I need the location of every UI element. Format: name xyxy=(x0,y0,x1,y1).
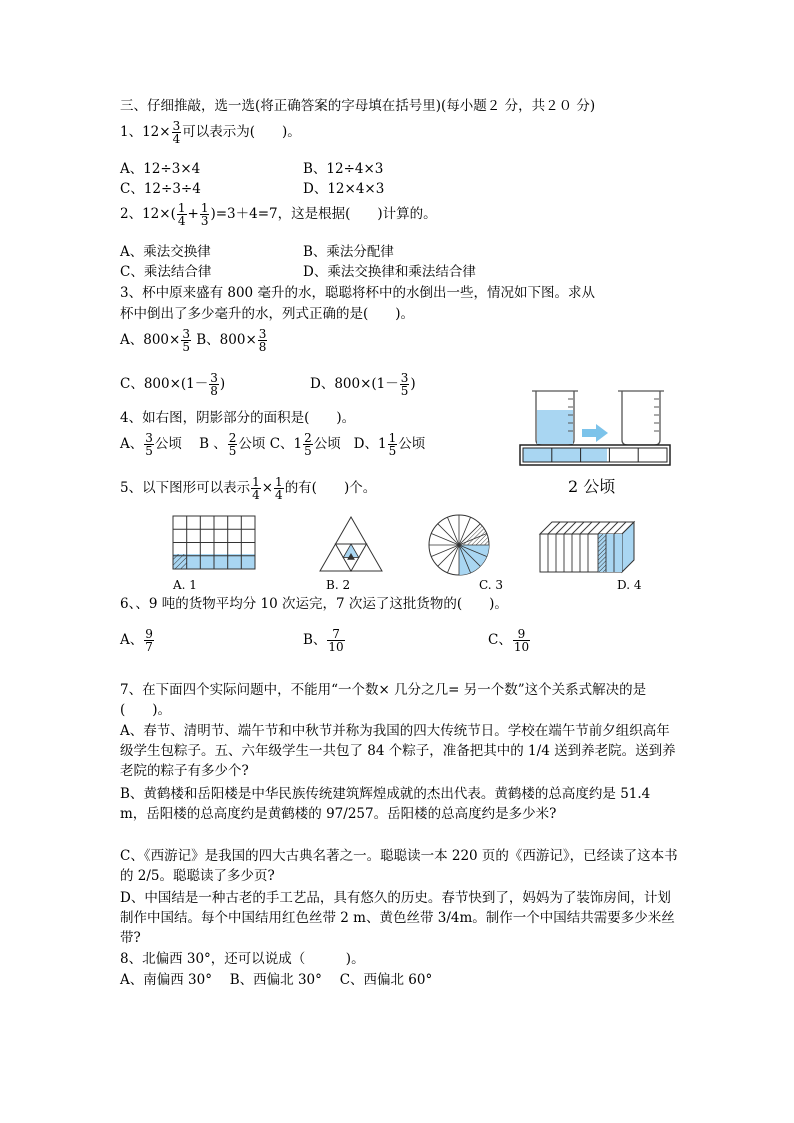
q6-option-c: C、 $\frac{9}{10}$ xyxy=(488,627,530,654)
figure-b-triangle xyxy=(318,515,384,573)
q4-options: A、 $\frac{3}{5}$ 公顷 B 、 $\frac{2}{5}$ 公顷 C、1 $\frac{2}{5}$ 公顷 D、1 $\frac{1}{5}$ 公顷 xyxy=(120,431,426,458)
question-1-stem: 1、12× $\frac{3}{4}$ 可以表示为( )。 xyxy=(120,119,301,146)
fraction: $\frac{1}{4}$ xyxy=(275,475,283,502)
q7-option-b: B、黄鹤楼和岳阳楼是中华民族传统建筑辉煌成就的杰出代表。黄鹤楼的总高度约是 51.4 m，岳阳楼的总高度约是黄鹤楼的 97/257。岳阳楼的总高度约是多少米? xyxy=(120,786,651,822)
fraction: $\frac{1}{5}$ xyxy=(388,431,397,458)
question-3-line1: 3、杯中原来盛有 800 毫升的水，聪聪将杯中的水倒出一些，情况如下图。求从 xyxy=(120,285,595,301)
section-title: 三、仔细推敲，选一选(将正确答案的字母填在括号里)(每小题２ 分，共２０ 分) xyxy=(120,98,596,114)
question-7-stem: 7、在下面四个实际问题中，不能用“一个数× 几分之几= 另一个数”这个关系式解决的是( )。 xyxy=(120,682,647,718)
q7-option-a: A、春节、清明节、端午节和中秋节并称为我国的四大传统节日。学校在端午节前夕组织高年级学生包粽子。五、六年级学生一共包了 84 个粽子，准备把其中的 1/4 送到养老院。送到养老院的粽子有多少个? xyxy=(120,723,676,779)
q1-option-a: A、12÷3×4 xyxy=(120,161,201,177)
question-5-stem: 5、以下图形可以表示 $\frac{1}{4}$ × $\frac{1}{4}$ 的有( )个。 xyxy=(120,475,377,502)
fraction: $\frac{3}{8}$ xyxy=(210,371,218,398)
fraction: $\frac{2}{5}$ xyxy=(304,431,312,458)
question-2-stem: 2、12×( $\frac{1}{4}$ + $\frac{1}{3}$ )=3＋4=7，这是根据( )计算的。 xyxy=(120,201,437,228)
fraction: $\frac{3}{5}$ xyxy=(400,371,409,398)
question-4-stem: 4、如右图，阴影部分的面积是( )。 xyxy=(120,410,356,426)
caption-b: B. 2 xyxy=(326,578,351,592)
caption-a: A. 1 xyxy=(173,578,197,592)
fraction: $\frac{3}{4}$ xyxy=(172,119,181,146)
figure-label: 2 公顷 xyxy=(568,477,616,496)
caption-d: D. 4 xyxy=(617,578,642,592)
q6-option-b: B、 $\frac{7}{10}$ xyxy=(303,627,344,654)
fraction: $\frac{3}{8}$ xyxy=(258,327,267,354)
question-8-stem: 8、北偏西 30°，还可以说成（ )。 xyxy=(120,951,365,967)
fraction: $\frac{3}{5}$ xyxy=(145,431,153,458)
q2-option-c: C、乘法结合律 xyxy=(120,264,212,280)
fraction: $\frac{9}{7}$ xyxy=(145,627,153,654)
q3-option-d: D、800×(1－ $\frac{3}{5}$ ) xyxy=(310,371,416,398)
cups-area-figure xyxy=(516,385,676,471)
q1-option-c: C、12÷3÷4 xyxy=(120,181,201,197)
q6-option-a: A、 $\frac{9}{7}$ xyxy=(120,627,153,654)
fraction: $\frac{1}{3}$ xyxy=(200,201,209,228)
q3-option-c: C、800×(1－ $\frac{3}{8}$ ) xyxy=(120,371,226,398)
fraction: $\frac{2}{5}$ xyxy=(228,431,237,458)
figure-c-pie xyxy=(427,513,491,577)
question-3-line2: 杯中倒出了多少毫升的水，列式正确的是( )。 xyxy=(120,306,415,322)
q2-option-d: D、乘法交换律和乘法结合律 xyxy=(303,264,476,280)
fraction: $\frac{9}{10}$ xyxy=(513,627,530,654)
q7-option-c: C、《西游记》是我国的四大古典名著之一。聪聪读一本 220 页的《西游记》，已经读了这本书的 2/5。聪聪读了多少页? xyxy=(120,848,678,884)
q1-option-b: B、12÷4×3 xyxy=(303,161,384,177)
q2-option-b: B、乘法分配律 xyxy=(303,244,394,260)
q3-options-ab: A、800× $\frac{3}{5}$ B、800× $\frac{3}{8}$ xyxy=(120,327,267,354)
fraction: $\frac{1}{4}$ xyxy=(177,201,186,228)
fraction: $\frac{3}{5}$ xyxy=(182,327,190,354)
q2-option-a: A、乘法交换律 xyxy=(120,244,211,260)
caption-c: C. 3 xyxy=(479,578,504,592)
fraction: $\frac{1}{4}$ xyxy=(252,475,260,502)
question-6-stem: 6、、9 吨的货物平均分 10 次运完，7 次运了这批货物的( )。 xyxy=(120,596,508,612)
q1-option-d: D、12×4×3 xyxy=(303,181,385,197)
figure-a-grid xyxy=(172,515,256,571)
q7-option-d: D、中国结是一种古老的手工艺品，具有悠久的历史。春节快到了，妈妈为了装饰房间，计划制作中国结。每个中国结用红色丝带 2 m、黄色丝带 3/4m。制作一个中国结共需要多少米丝带? xyxy=(120,890,675,946)
q8-options: A、南偏西 30° B、西偏北 30° C、西偏北 60° xyxy=(120,972,433,988)
figure-d-prism xyxy=(538,518,638,574)
fraction: $\frac{7}{10}$ xyxy=(328,627,344,654)
